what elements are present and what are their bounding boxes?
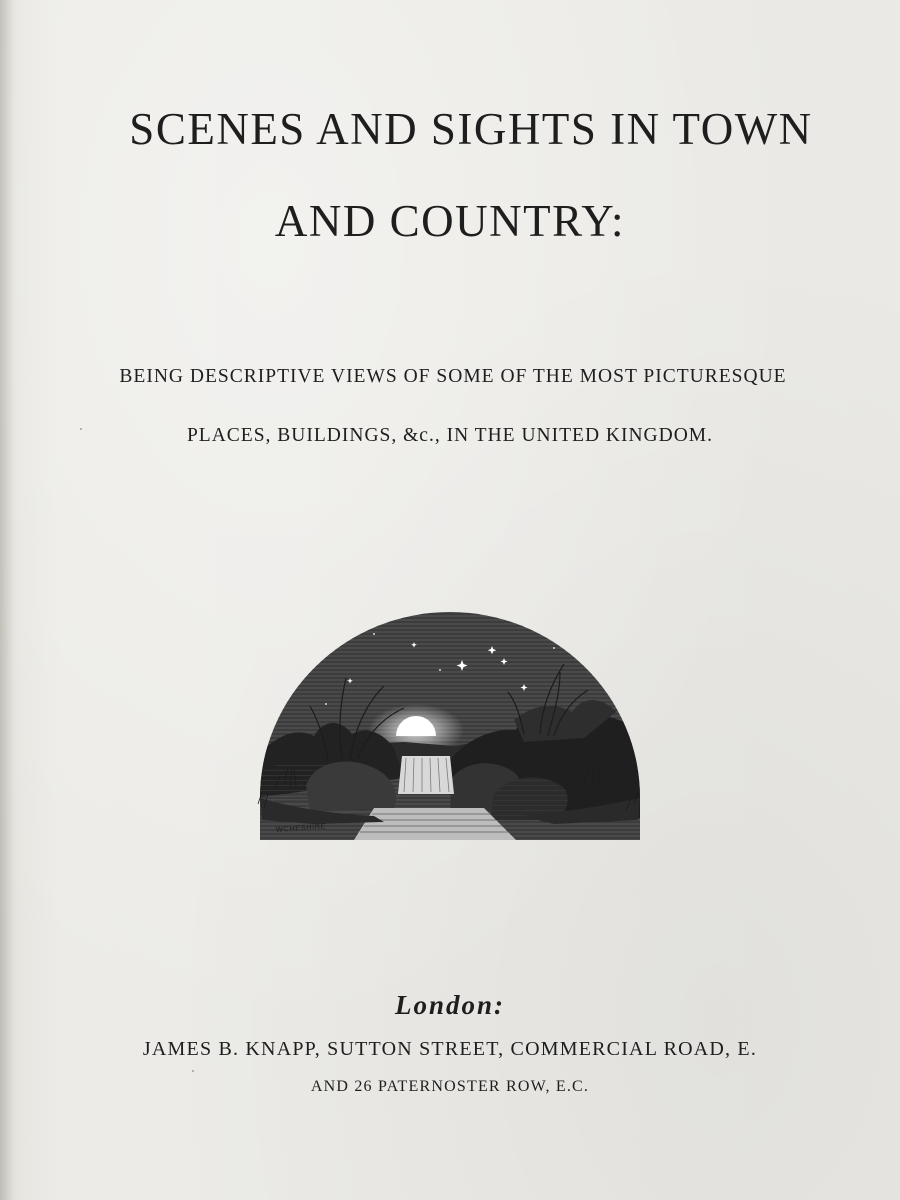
title-line-1: SCENES AND SIGHTS IN TOWN — [129, 104, 813, 154]
imprint-address: AND 26 PATERNOSTER ROW, E.C. — [310, 1078, 590, 1095]
paper-speck — [80, 428, 82, 430]
imprint-publisher: JAMES B. KNAPP, SUTTON STREET, COMMERCIAL ROAD, E. — [142, 1038, 758, 1060]
imprint-place: London: — [394, 990, 506, 1020]
engraver-signature: WCHESHIRE — [275, 821, 327, 834]
engraved-vignette-illustration — [254, 608, 646, 840]
subtitle-line-2: PLACES, BUILDINGS, &c., IN THE UNITED KINGDOM. — [186, 425, 714, 446]
subtitle-line-1: BEING DESCRIPTIVE VIEWS OF SOME OF THE MOST PICTURESQUE — [119, 366, 787, 387]
paper-speck — [192, 1070, 194, 1072]
title-line-2: AND COUNTRY: — [274, 196, 626, 246]
